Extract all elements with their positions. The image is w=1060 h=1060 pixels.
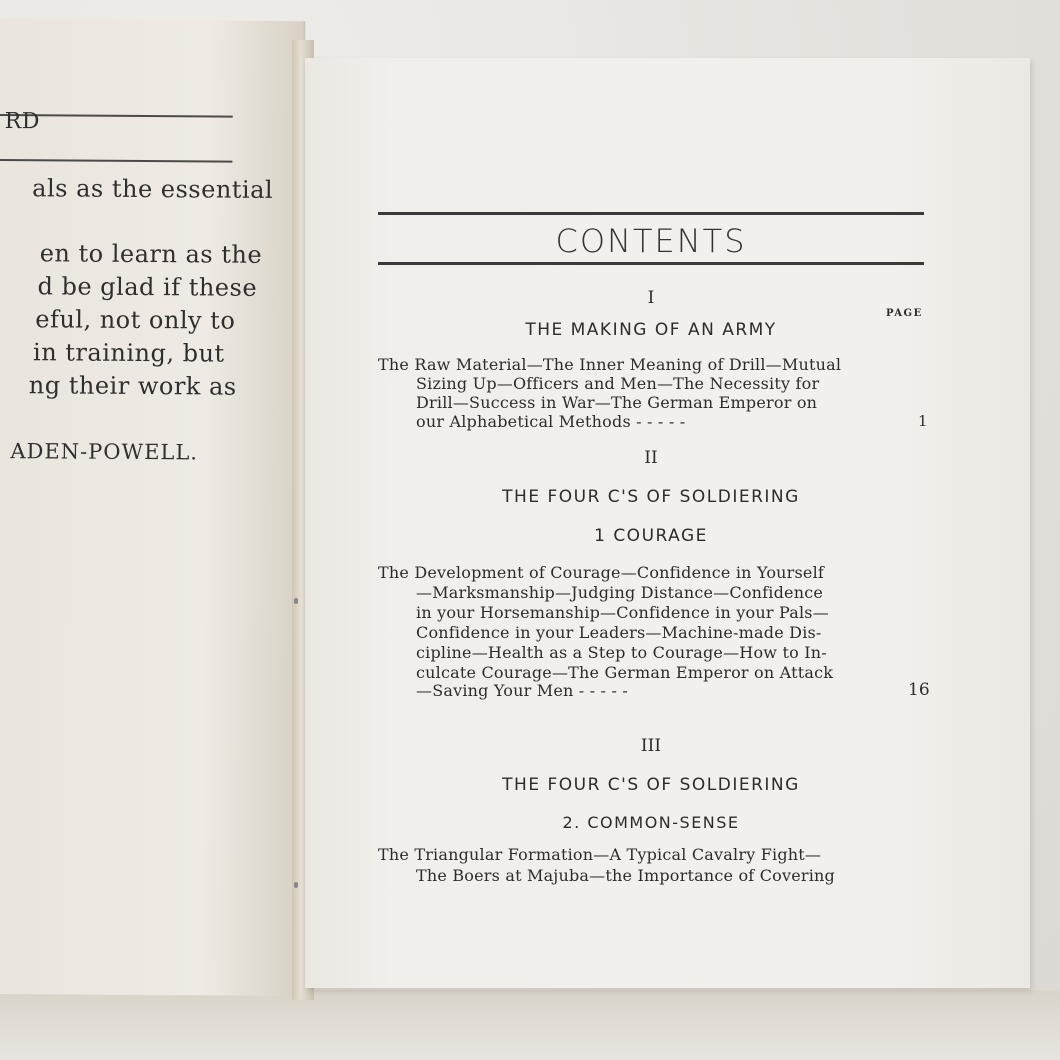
contents-title: CONTENTS — [555, 222, 747, 260]
section-2-page-number: 16 — [908, 680, 930, 700]
section-3-numeral: III — [640, 736, 662, 756]
section-2-line-3: in your Horsemanship—Confidence in your Pals— — [416, 603, 829, 622]
section-1-page-number: 1 — [918, 412, 928, 430]
left-bottom-rule — [0, 159, 232, 163]
section-2-line-4: Confidence in your Leaders—Machine-made Dis- — [416, 623, 822, 642]
section-1-line-3: Drill—Success in War—The German Emperor on — [416, 393, 818, 412]
section-3-line-2: The Boers at Majuba—the Importance of Covering — [416, 866, 835, 885]
left-line-2: en to learn as the — [39, 239, 263, 269]
section-1-line-4: our Alphabetical Methods - - - - - — [416, 412, 686, 431]
left-line-4: eful, not only to — [35, 305, 236, 335]
left-signature: ADEN-POWELL. — [10, 439, 199, 465]
section-1-numeral: I — [647, 288, 655, 308]
section-2-line-6: culcate Courage—The German Emperor on Attack — [416, 663, 834, 682]
book-cover-edge — [0, 990, 1060, 1060]
section-3-subheading: 2. COMMON-SENSE — [562, 813, 740, 832]
page-column-label: PAGE — [886, 308, 923, 319]
section-1-line-1: The Raw Material—The Inner Meaning of Drill—Mutual — [378, 355, 842, 374]
left-line-5: in training, but — [32, 338, 225, 368]
section-2-subheading: 1 COURAGE — [594, 526, 708, 546]
binding-stitch — [294, 598, 298, 604]
section-3-line-1: The Triangular Formation—A Typical Cavalry Fight— — [378, 845, 822, 864]
left-line-1: als as the essential — [32, 174, 274, 204]
left-header-fragment: RD — [4, 109, 40, 135]
section-2-line-5: cipline—Health as a Step to Courage—How to In- — [416, 643, 827, 662]
section-1-heading: THE MAKING OF AN ARMY — [525, 320, 777, 340]
section-2-line-7: —Saving Your Men - - - - - — [416, 681, 628, 700]
section-2-line-2: —Marksmanship—Judging Distance—Confidence — [416, 583, 824, 602]
section-2-numeral: II — [644, 448, 658, 468]
section-2-heading: THE FOUR C'S OF SOLDIERING — [502, 487, 800, 507]
left-line-6: ng their work as — [28, 371, 237, 401]
left-page — [0, 19, 305, 996]
section-1-line-2: Sizing Up—Officers and Men—The Necessity for — [416, 374, 820, 393]
binding-stitch — [294, 882, 298, 888]
section-2-line-1: The Development of Courage—Confidence in Yourself — [378, 563, 825, 582]
contents-top-rule — [378, 212, 924, 215]
contents-bottom-rule — [378, 262, 924, 265]
section-3-heading: THE FOUR C'S OF SOLDIERING — [502, 775, 800, 795]
left-line-3: d be glad if these — [37, 272, 258, 302]
